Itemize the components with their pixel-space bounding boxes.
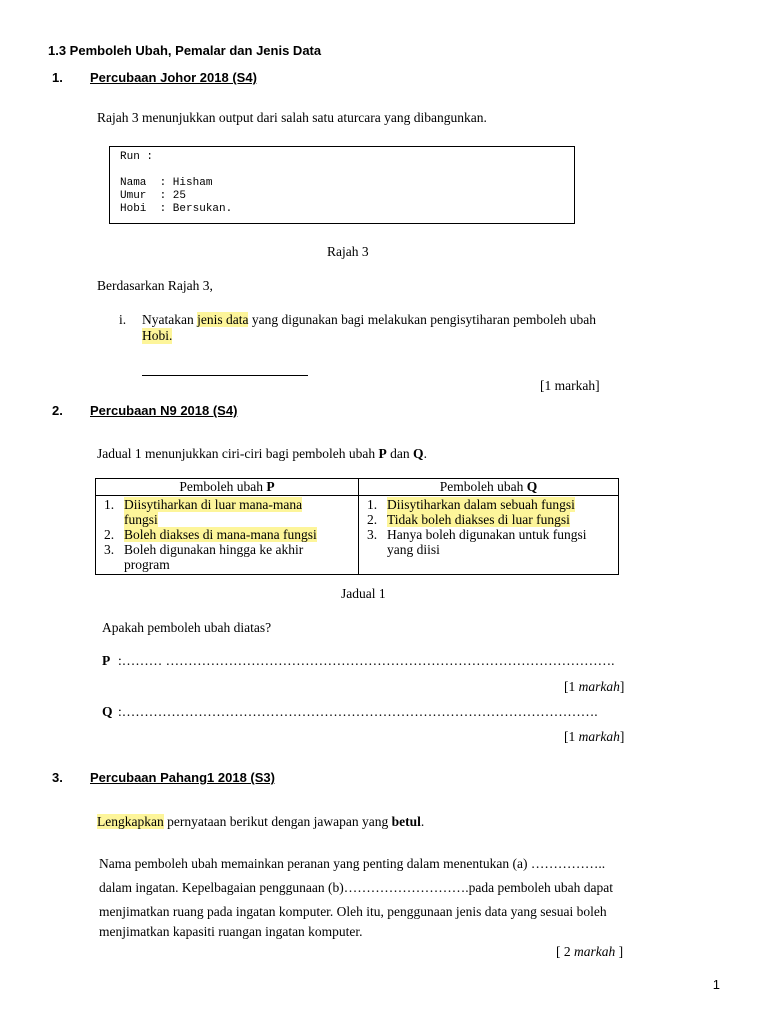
code-line: Nama : Hisham [120,177,213,189]
header-label: Pemboleh ubah [179,479,267,494]
code-line: Run : [120,151,154,163]
table-header-p [96,479,359,496]
list-item-line: fungsi [124,512,158,527]
list-item-text [387,527,614,557]
question-2-intro-part: dan [386,446,414,461]
list-item-text [124,527,354,542]
list-item-text [124,497,354,527]
marks-part: ] [619,729,625,744]
question-3-instruction [97,814,424,830]
section-title: 1.3 Pemboleh Ubah, Pemalar dan Jenis Data [48,43,322,58]
table-header-row [96,479,619,496]
highlight-hobi: Hobi. [142,328,173,343]
list-item-line: Diisytiharkan di luar mana-mana [124,497,303,512]
comparison-table [95,478,619,575]
list-item-number: 2. [367,512,378,527]
var-q-label: Q [413,446,424,461]
list-item-number: 1. [367,497,378,512]
table-row [96,496,619,575]
sub-question-number: i. [119,312,127,327]
header-var: P [266,479,275,494]
instruction-part: pernyataan berikut dengan jawapan yang [163,814,392,829]
list-item-line: Boleh digunakan hingga ke akhir [124,542,304,557]
question-3-title: Percubaan Pahang1 2018 (S3) [90,770,275,785]
list-item-line: Hanya boleh digunakan untuk fungsi [387,527,587,542]
marks-part: [1 [564,729,579,744]
question-1-title: Percubaan Johor 2018 (S4) [90,70,257,85]
list-item [367,527,614,557]
answer-q-label: Q [102,704,113,719]
code-line: Umur : 25 [120,190,187,202]
question-3-number: 3. [52,770,63,785]
question-2-intro-part: Jadual 1 menunjukkan ciri-ciri bagi pemboleh ubah [97,446,379,461]
instruction-bold: betul [391,814,421,829]
list-item-line: Diisytiharkan dalam sebuah fungsi [387,497,575,512]
code-line [120,164,564,177]
table-caption: Jadual 1 [341,586,386,601]
marks-part: ] [619,679,625,694]
question-1-number: 1. [52,70,63,85]
code-output-box [109,146,575,224]
sub-question-text [142,312,596,328]
list-item [104,542,354,572]
paragraph-line: menjimatkan ruang pada ingatan komputer. Oleh itu, penggunaan jenis data yang sesuai boleh [99,904,607,919]
marks-part: ] [615,944,624,959]
list-item-number: 3. [104,542,115,557]
table-cell-q [359,496,619,575]
answer-p-label: P [102,653,111,668]
question-1-lead: Berdasarkan Rajah 3, [97,278,213,293]
table-header-q [359,479,619,496]
marks-word: markah [578,679,620,694]
marks-part: [ 2 [556,944,574,959]
paragraph-line: menjimatkan kapasiti ruangan ingatan komputer. [99,924,363,939]
list-item-number: 3. [367,527,378,542]
figure-caption: Rajah 3 [327,244,369,259]
list-item [104,497,354,527]
question-2-number: 2. [52,403,63,418]
answer-q-dots: :……………………………………………………………………………………………. [118,704,598,719]
highlight-jenis-data: jenis data [197,312,249,327]
list-item-number: 2. [104,527,115,542]
list-item [367,497,614,512]
list-item-line: program [124,557,170,572]
answer-q-marks [564,729,624,745]
instruction-part: . [420,814,425,829]
answer-line [142,375,308,376]
list-item-line: Boleh diakses di mana-mana fungsi [124,527,317,542]
list-item-text [387,512,614,527]
sub-question-text-part: Nyatakan [142,312,198,327]
list-item-text [124,542,354,572]
list-item-number: 1. [104,497,115,512]
list-item-line: yang diisi [387,542,440,557]
var-p-label: P [378,446,387,461]
question-2-prompt: Apakah pemboleh ubah diatas? [102,620,272,635]
code-line: Hobi : Bersukan. [120,203,233,215]
paragraph-line: dalam ingatan. Kepelbagaian penggunaan (b)……………………….pada pemboleh ubah dapat [99,880,613,895]
list-item-line: Tidak boleh diakses di luar fungsi [387,512,570,527]
question-1-marks: [1 markah] [540,378,600,393]
table-cell-p [96,496,359,575]
list-item [104,527,354,542]
marks-word: markah [574,944,616,959]
answer-p-marks [564,679,624,695]
question-3-marks [556,944,623,960]
header-label: Pemboleh ubah [439,479,527,494]
answer-p-dots: :……… ………………………………………………………………………………………. [118,653,615,668]
question-2-intro-part: . [423,446,427,461]
sub-question-text-part: yang digunakan bagi melakukan pengisytiharan pemboleh ubah [248,312,596,327]
marks-part: [1 [564,679,579,694]
page-number: 1 [712,977,720,992]
question-2-intro [97,446,427,462]
paragraph-line: Nama pemboleh ubah memainkan peranan yang penting dalam menentukan (a) …………….. [99,856,606,871]
header-var: Q [526,479,538,494]
list-item-text [387,497,614,512]
highlight-lengkapkan: Lengkapkan [97,814,164,829]
marks-word: markah [578,729,620,744]
list-item [367,512,614,527]
question-1-intro: Rajah 3 menunjukkan output dari salah satu aturcara yang dibangunkan. [97,110,487,125]
question-2-title: Percubaan N9 2018 (S4) [90,403,238,418]
